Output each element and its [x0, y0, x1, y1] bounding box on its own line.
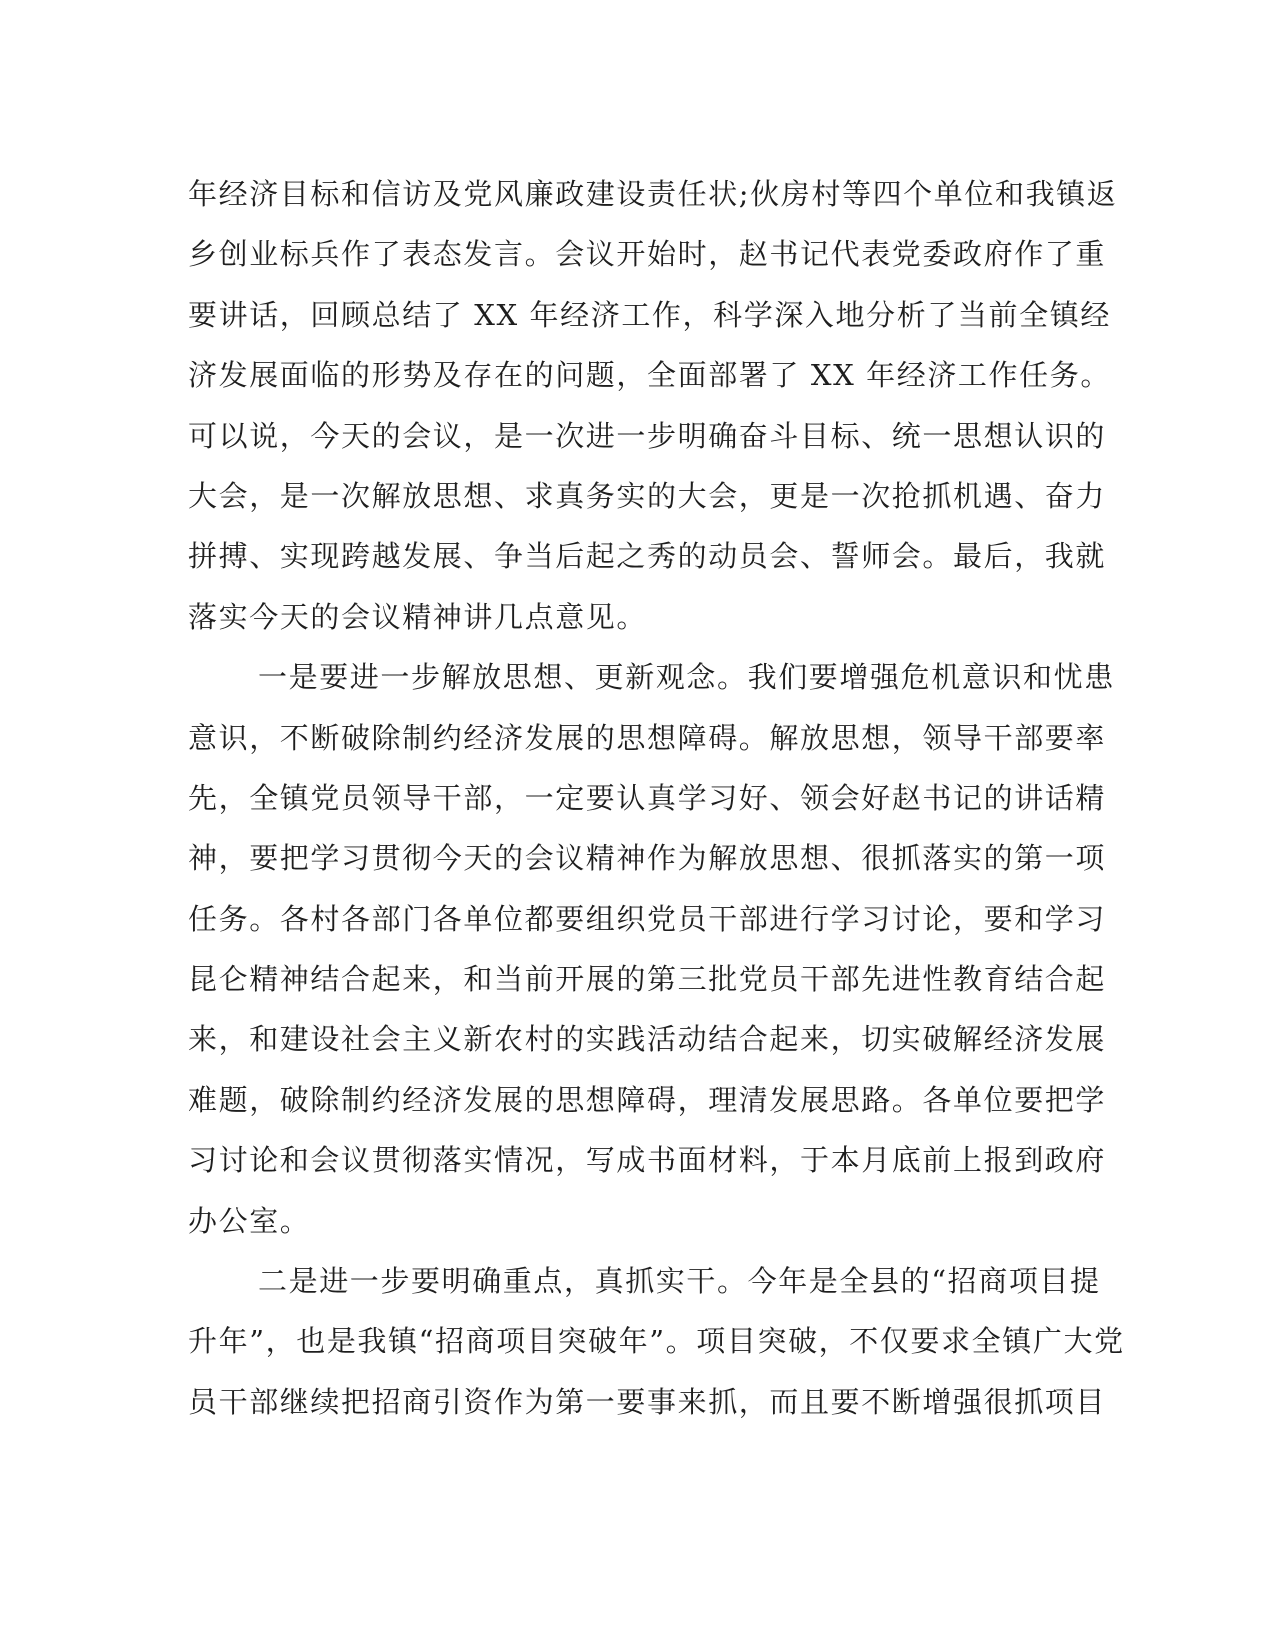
text-line: 难题，破除制约经济发展的思想障碍，理清发展思路。各单位要把学 — [188, 1082, 1107, 1117]
text-line: 昆仑精神结合起来，和当前开展的第三批党员干部先进性教育结合起 — [188, 962, 1107, 997]
paragraph-start-line: 二是进一步要明确重点，真抓实干。今年是全县的“招商项目提 — [258, 1264, 1101, 1299]
text-line: 意识，不断破除制约经济发展的思想障碍。解放思想，领导干部要率 — [188, 720, 1107, 755]
paragraph-start-line: 一是要进一步解放思想、更新观念。我们要增强危机意识和忧患 — [258, 660, 1115, 695]
text-line: 可以说，今天的会议，是一次进一步明确奋斗目标、统一思想认识的 — [188, 418, 1107, 453]
text-line: 任务。各村各部门各单位都要组织党员干部进行学习讨论，要和学习 — [188, 901, 1107, 936]
text-line: 升年”，也是我镇“招商项目突破年”。项目突破，不仅要求全镇广大党 — [188, 1324, 1125, 1359]
text-line: 先，全镇党员领导干部，一定要认真学习好、领会好赵书记的讲话精 — [188, 780, 1107, 815]
text-line: 神，要把学习贯彻今天的会议精神作为解放思想、很抓落实的第一项 — [188, 841, 1107, 876]
text-line: 习讨论和会议贯彻落实情况，写成书面材料，于本月底前上报到政府 — [188, 1143, 1107, 1178]
text-line: 员干部继续把招商引资作为第一要事来抓，而且要不断增强很抓项目 — [188, 1384, 1107, 1419]
body-text — [188, 164, 1125, 1432]
text-line: 乡创业标兵作了表态发言。会议开始时，赵书记代表党委政府作了重 — [188, 237, 1107, 272]
text-line: 要讲话，回顾总结了 XX 年经济工作，科学深入地分析了当前全镇经 — [188, 297, 1111, 332]
text-line: 来，和建设社会主义新农村的实践活动结合起来，切实破解经济发展 — [188, 1022, 1107, 1057]
text-line: 年经济目标和信访及党风廉政建设责任状;伙房村等四个单位和我镇返 — [188, 177, 1118, 211]
text-line: 办公室。 — [188, 1203, 311, 1238]
text-line: 济发展面临的形势及存在的问题，全面部署了 XX 年经济工作任务。 — [188, 358, 1111, 393]
text-line: 落实今天的会议精神讲几点意见。 — [188, 599, 648, 634]
text-line: 大会，是一次解放思想、求真务实的大会，更是一次抢抓机遇、奋力 — [188, 478, 1107, 513]
text-line: 拼搏、实现跨越发展、争当后起之秀的动员会、誓师会。最后，我就 — [188, 539, 1107, 574]
